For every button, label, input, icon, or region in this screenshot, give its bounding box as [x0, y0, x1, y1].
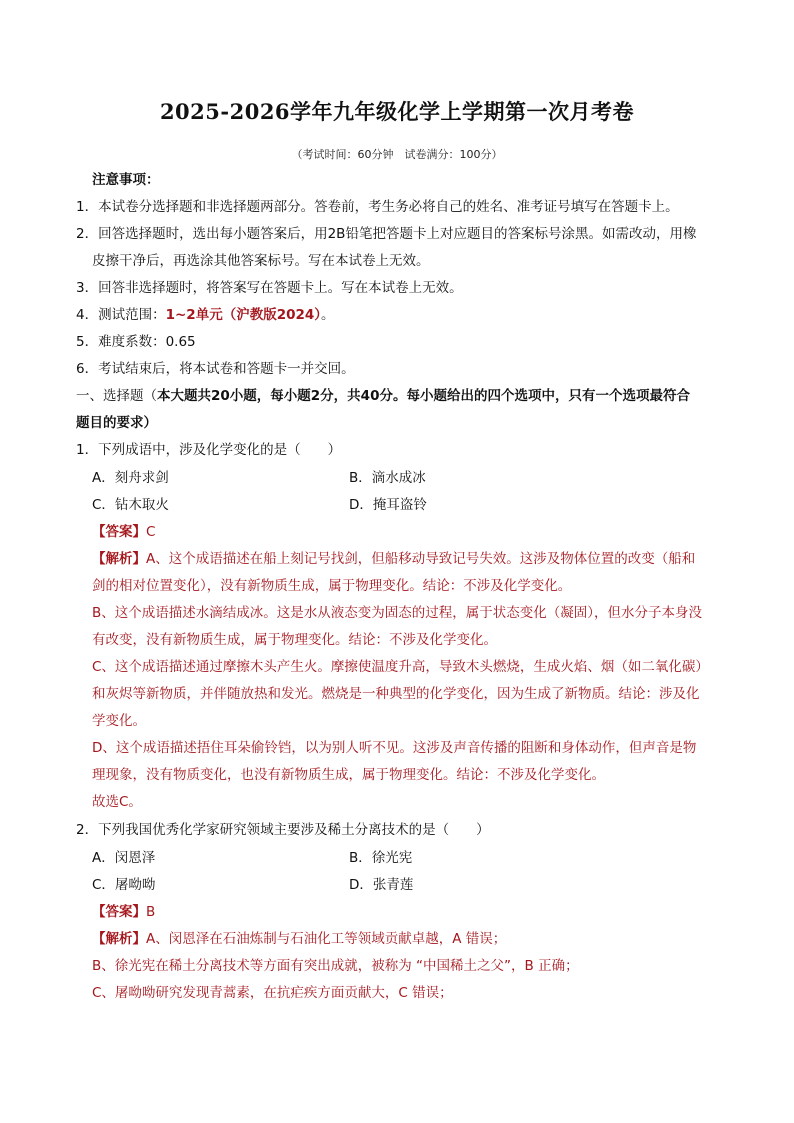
q2-analysis-c: C、屠呦呦研究发现青蒿素，在抗疟疾方面贡献大，C 错误； — [92, 985, 453, 1001]
test-range: 1~2单元（沪教版2024） — [165, 307, 322, 323]
analysis-text: A、这个成语描述在船上刻记号找剑，但船移动导致记号失效。这涉及物体位置的改变（船和 — [146, 551, 696, 567]
q1-option-a: A．刻舟求剑 — [92, 470, 169, 486]
section-1-continued: 题目的要求） — [76, 415, 157, 431]
q2-option-a: A．闵恩泽 — [92, 850, 156, 866]
q1-option-d: D．掩耳盗铃 — [349, 497, 427, 513]
q2-option-b: B．徐光宪 — [349, 850, 413, 866]
section-1-description: 本大题共20小题，每小题2分，共40分。每小题给出的四个选项中，只有一个选项最符合 — [157, 388, 690, 404]
note-2: 2．回答选择题时，选出每小题答案后，用2B铅笔把答题卡上对应题目的答案标号涂黑。如需改动，用橡 — [76, 226, 697, 242]
note-4-suffix: 。 — [321, 307, 335, 323]
section-1-prefix: 一、选择题（ — [76, 388, 157, 404]
note-5: 5．难度系数：0.65 — [76, 334, 196, 350]
note-3: 3．回答非选择题时，将答案写在答题卡上。写在本试卷上无效。 — [76, 280, 463, 296]
q2-analysis-a — [92, 929, 506, 949]
note-4-prefix: 4．测试范围： — [76, 307, 166, 323]
q2-option-c: C．屠呦呦 — [92, 877, 156, 893]
note-1: 1．本试卷分选择题和非选择题两部分。答卷前，考生务必将自己的姓名、准考证号填写在答题卡上。 — [76, 199, 679, 215]
q1-analysis-c: C、这个成语描述通过摩擦木头产生火。摩擦使温度升高，导致木头燃烧，生成火焰、烟（如二氧化碳） — [92, 659, 709, 675]
analysis-tag: 【解析】 — [92, 931, 146, 947]
q1-stem: 1．下列成语中，涉及化学变化的是（ ） — [76, 442, 342, 458]
exam-title: 2025-2026学年九年级化学上学期第一次月考卷 — [159, 99, 635, 124]
q1-analysis-a-cont: 剑的相对位置变化），没有新物质生成，属于物理变化。结论：不涉及化学变化。 — [92, 578, 572, 594]
answer-tag: 【答案】 — [92, 904, 146, 920]
q1-analysis-b-cont: 有改变，没有新物质生成，属于物理变化。结论：不涉及化学变化。 — [92, 632, 497, 648]
exam-subtitle: （考试时间：60分钟 试卷满分：100分） — [291, 148, 503, 161]
q2-stem: 2．下列我国优秀化学家研究领域主要涉及稀土分离技术的是（ ） — [76, 822, 490, 838]
q1-option-c: C．钻木取火 — [92, 497, 169, 513]
q1-analysis-a — [92, 549, 695, 569]
q1-analysis-c-cont2: 学变化。 — [92, 713, 146, 729]
notes-heading: 注意事项： — [92, 172, 160, 188]
answer-value: B — [146, 904, 156, 920]
note-2-continued: 皮擦干净后，再选涂其他答案标号。写在本试卷上无效。 — [92, 253, 430, 269]
answer-value: C — [146, 524, 156, 540]
analysis-text: A、闵恩泽在石油炼制与石油化工等领域贡献卓越，A 错误； — [146, 931, 507, 947]
section-1-heading — [76, 386, 690, 406]
q2-option-d: D．张青莲 — [349, 877, 414, 893]
q1-answer — [92, 522, 155, 542]
note-6: 6．考试结束后，将本试卷和答题卡一并交回。 — [76, 361, 355, 377]
q1-analysis-d-cont: 理现象，没有物质变化，也没有新物质生成，属于物理变化。结论：不涉及化学变化。 — [92, 767, 605, 783]
q1-analysis-b: B、这个成语描述水滴结成冰。这是水从液态变为固态的过程，属于状态变化（凝固），但水分子本身没 — [92, 605, 703, 621]
q2-answer — [92, 902, 155, 922]
answer-tag: 【答案】 — [92, 524, 146, 540]
analysis-tag: 【解析】 — [92, 551, 146, 567]
q2-analysis-b: B、徐光宪在稀土分离技术等方面有突出成就，被称为 “中国稀土之父”，B 正确； — [92, 958, 579, 974]
note-4 — [76, 305, 335, 325]
q1-option-b: B．滴水成冰 — [349, 470, 426, 486]
q1-conclusion: 故选C。 — [92, 794, 142, 810]
q1-analysis-d: D、这个成语描述捂住耳朵偷铃铛，以为别人听不见。这涉及声音传播的阻断和身体动作，但声音是物 — [92, 740, 697, 756]
q1-analysis-c-cont: 和灰烬等新物质，并伴随放热和发光。燃烧是一种典型的化学变化，因为生成了新物质。结论：涉及化 — [92, 686, 700, 702]
